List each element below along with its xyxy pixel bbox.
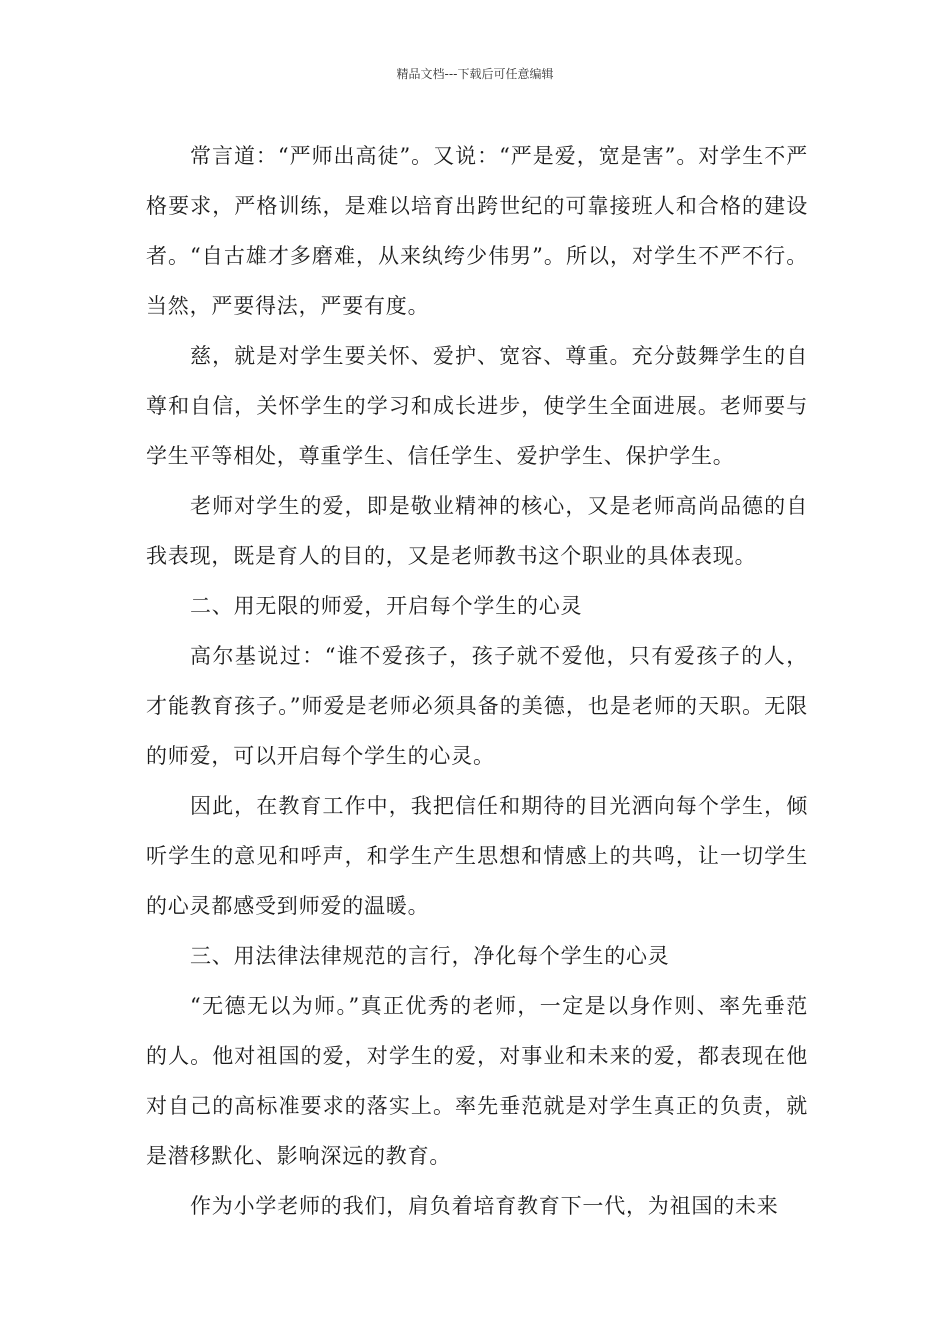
page-header: 精品文档---下载后可任意编辑: [396, 67, 554, 81]
paragraph: 作为小学老师的我们，肩负着培育教育下一代，为祖国的未来: [190, 1194, 779, 1218]
paragraph: 慈，就是对学生要关怀、爱护、宽容、尊重。充分鼓舞学生的自尊和自信，关怀学生的学习和成长进步，使学生全面进展。老师要与学生平等相处，尊重学生、信任学生、爱护学生、保护学生。: [146, 344, 808, 468]
section-heading: 三、用法律法律规范的言行，净化每个学生的心灵: [190, 944, 670, 968]
section-heading: 二、用无限的师爱，开启每个学生的心灵: [190, 594, 583, 618]
paragraph: 老师对学生的爱，即是敬业精神的核心，又是老师高尚品德的自我表现，既是育人的目的，又是老师教书这个职业的具体表现。: [146, 494, 808, 568]
paragraph: 常言道：“严师出高徒”。又说：“严是爱，宽是害”。对学生不严格要求，严格训练，是难以培育出跨世纪的可靠接班人和合格的建设者。“自古雄才多磨难，从来纨绔少伟男”。所以，对学生不严不行。当然，严要得法，严要有度。: [146, 144, 808, 318]
paragraph: 高尔基说过：“谁不爱孩子，孩子就不爱他，只有爱孩子的人，才能教育孩子。”师爱是老师必须具备的美德，也是老师的天职。无限的师爱，可以开启每个学生的心灵。: [146, 644, 808, 768]
document-body: [146, 131, 808, 1231]
paragraph: 因此，在教育工作中，我把信任和期待的目光洒向每个学生，倾听学生的意见和呼声，和学生产生思想和情感上的共鸣，让一切学生的心灵都感受到师爱的温暖。: [146, 794, 808, 918]
paragraph: “无德无以为师。”真正优秀的老师，一定是以身作则、率先垂范的人。他对祖国的爱，对学生的爱，对事业和未来的爱，都表现在他对自己的高标准要求的落实上。率先垂范就是对学生真正的负责，就是潜移默化、影响深远的教育。: [146, 994, 808, 1168]
